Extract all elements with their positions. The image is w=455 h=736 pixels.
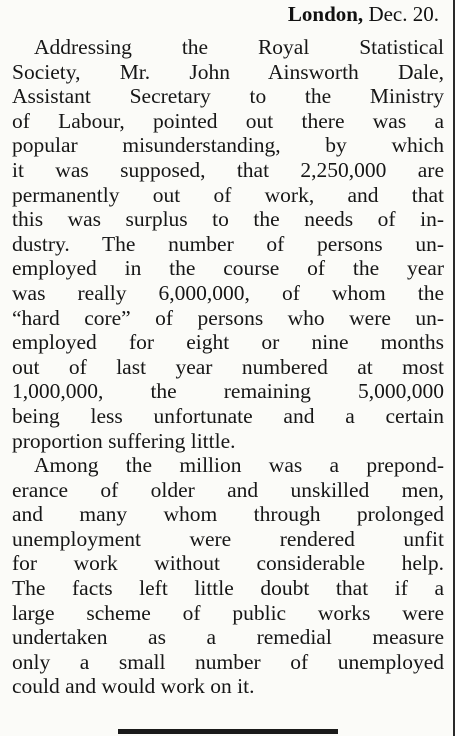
dateline xyxy=(288,2,439,26)
text-line: Among the million was a prepond- xyxy=(34,453,444,478)
text-line: for work without considerable help. xyxy=(12,551,444,576)
paragraph-1 xyxy=(12,35,444,453)
text-line: dustry. The number of persons un- xyxy=(12,231,444,256)
text-line: proportion suffering little. xyxy=(12,428,236,453)
article-body xyxy=(12,35,444,699)
text-line: this was surplus to the needs of in- xyxy=(12,207,444,232)
text-line: of Labour, pointed out there was a xyxy=(12,108,444,133)
text-line: employed for eight or nine months xyxy=(12,330,444,355)
text-line: only a small number of unemployed xyxy=(12,649,444,674)
dateline-date: Dec. 20. xyxy=(368,2,439,26)
text-line: erance of older and unskilled men, xyxy=(12,477,444,502)
text-line: could and would work on it. xyxy=(12,674,255,699)
text-line: popular misunderstanding, by which xyxy=(12,133,444,158)
text-line: permanently out of work, and that xyxy=(12,182,444,207)
bottom-rule xyxy=(118,729,338,734)
text-line: Society, Mr. John Ainsworth Dale, xyxy=(12,59,444,84)
text-line: undertaken as a remedial measure xyxy=(12,625,444,650)
text-line: was really 6,000,000, of whom the xyxy=(12,280,444,305)
text-line: out of last year numbered at most xyxy=(12,354,444,379)
text-line: it was supposed, that 2,250,000 are xyxy=(12,157,444,182)
dateline-place: London, xyxy=(287,2,364,26)
text-line: “hard core” of persons who were un- xyxy=(12,305,444,330)
paragraph-2 xyxy=(12,453,444,699)
text-line: being less unfortunate and a certain xyxy=(12,403,444,428)
text-line: unemployment were rendered unfit xyxy=(12,526,444,551)
text-line: and many whom through prolonged xyxy=(12,502,444,527)
text-line: employed in the course of the year xyxy=(12,256,444,281)
text-line: large scheme of public works were xyxy=(12,600,444,625)
text-line: The facts left little doubt that if a xyxy=(12,576,444,601)
text-line: Assistant Secretary to the Ministry xyxy=(12,84,444,109)
text-line: Addressing the Royal Statistical xyxy=(34,35,444,59)
text-line: 1,000,000, the remaining 5,000,000 xyxy=(12,379,444,404)
